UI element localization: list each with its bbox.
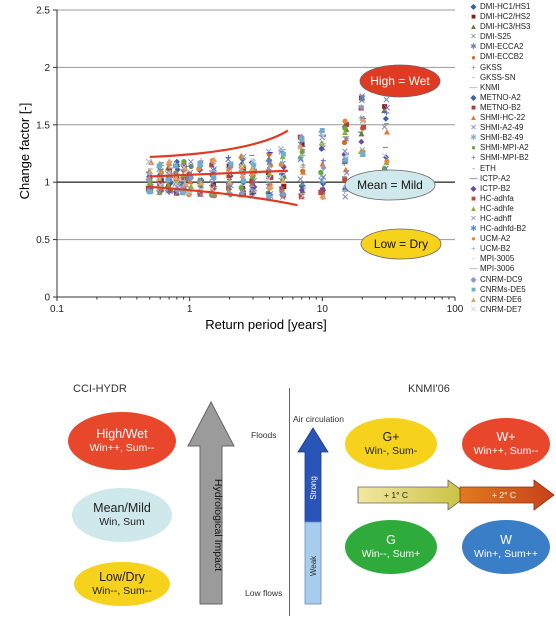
air-circulation-arrow	[296, 426, 330, 606]
data-point	[165, 178, 170, 183]
data-point	[319, 190, 324, 195]
low-flows-label: Low flows	[245, 588, 283, 598]
legend-item	[469, 153, 556, 163]
legend-label: DMI-HC2/HS2	[480, 12, 531, 22]
legend-label: DMI-HC1/HS1	[480, 2, 531, 11]
temperature-arrow	[356, 478, 556, 512]
data-point	[241, 178, 246, 183]
y-tick-label-2: 1	[44, 177, 50, 189]
y-tick-label-5: 2.5	[36, 5, 50, 17]
data-point	[361, 125, 366, 130]
data-point	[166, 158, 172, 164]
data-point	[197, 162, 202, 167]
legend-marker-icon: ✕	[470, 214, 477, 224]
legend-marker-icon: ▲	[469, 22, 478, 32]
axes	[36, 6, 464, 316]
mean-mild-title: Mean/Mild	[93, 501, 151, 515]
legend-marker-icon: +	[471, 153, 476, 163]
band-label-1: Mean = Mild	[357, 178, 423, 192]
air-circulation-label: Air circulation	[293, 414, 345, 424]
legend-item	[469, 204, 556, 214]
legend-label: HC-adhfa	[480, 193, 514, 203]
legend-item	[469, 285, 556, 295]
legend-item	[469, 254, 556, 264]
band-labels	[345, 65, 441, 259]
data-point	[181, 159, 186, 164]
legend-label: SHMI-HC-22	[480, 113, 526, 123]
y-tick-label-1: 0.5	[36, 235, 50, 247]
y-tick-label-4: 2	[44, 62, 50, 74]
legend-item	[469, 214, 556, 224]
legend-marker-icon: ◆	[470, 183, 477, 193]
low-dry-title: Low/Dry	[99, 570, 145, 584]
legend-label: ICTP-A2	[480, 173, 511, 183]
strong-label: Strong	[309, 476, 318, 500]
legend-item	[469, 244, 556, 254]
legend-item	[469, 123, 556, 133]
data-point	[300, 149, 305, 154]
legend-label: ETH	[480, 163, 496, 173]
legend-item	[469, 174, 556, 184]
section-divider	[289, 388, 290, 616]
legend-label: CNRM-DC9	[480, 274, 523, 284]
legend-marker-icon: ◆	[470, 92, 477, 102]
legend-item	[469, 264, 556, 274]
w-plus-title: W+	[496, 430, 516, 444]
legend-marker-icon: ■	[471, 12, 476, 22]
legend-marker-icon: ✕	[470, 123, 477, 133]
temp-label-1: + 1° C	[384, 490, 408, 500]
w-sub: Win+, Sum++	[474, 548, 538, 560]
legend-item	[469, 113, 556, 123]
data-point	[384, 159, 389, 164]
legend-item	[469, 143, 556, 153]
data-point	[343, 157, 348, 162]
legend-marker-icon: ●	[471, 234, 476, 244]
hydrological-impact-arrow	[186, 400, 236, 606]
y-tick-label-0: 0	[44, 292, 50, 304]
lower-envelope-line	[150, 187, 298, 205]
band-label-2: Low = Dry	[373, 237, 429, 251]
high-wet-sub: Win++, Sum--	[89, 442, 155, 454]
legend-item	[469, 93, 556, 103]
legend-label: DMI-HC3/HS3	[480, 22, 531, 32]
legend-marker-icon: ▲	[469, 113, 478, 123]
legend-item	[469, 2, 556, 12]
legend-label: ICTP-B2	[480, 183, 511, 193]
legend-label: SHMI-MPI-B2	[480, 153, 529, 163]
legend-marker-icon: +	[471, 62, 476, 72]
data-point	[384, 129, 390, 135]
legend-label: HC-adhfe	[480, 203, 514, 213]
legend-label: SHMI-A2-49	[480, 123, 524, 133]
legend-item	[469, 275, 556, 285]
legend-label: MPI-3005	[480, 254, 515, 264]
legend-marker-icon: ✱	[470, 133, 477, 143]
data-point	[181, 190, 186, 195]
legend-marker-icon: ✕	[470, 304, 477, 314]
legend-marker-icon: ◆	[470, 2, 477, 12]
legend-label: UCM-B2	[480, 244, 511, 254]
high-wet-title: High/Wet	[96, 427, 148, 441]
legend-marker-icon: ■	[471, 102, 476, 112]
legend-item	[469, 224, 556, 234]
data-point	[360, 152, 365, 157]
mean-mild-sub: Win, Sum	[99, 516, 145, 528]
legend-label: SHMI-MPI-A2	[480, 143, 529, 153]
legend-item	[469, 295, 556, 305]
chart-legend	[469, 2, 556, 315]
legend-label: HC-adhfd-B2	[480, 224, 527, 234]
x-tick-label-2: 10	[316, 304, 328, 315]
legend-label: DMI-ECCA2	[480, 42, 524, 52]
legend-label: UCM-A2	[480, 234, 511, 244]
data-point	[266, 194, 271, 199]
legend-label: METNO-B2	[480, 102, 521, 112]
w-title: W	[500, 533, 512, 547]
legend-marker-icon: +	[471, 244, 476, 254]
legend-marker-icon: ▲	[469, 203, 478, 213]
legend-label: CNRM-DE6	[480, 294, 522, 304]
legend-item	[469, 234, 556, 244]
data-point	[147, 189, 152, 194]
legend-marker-icon: —	[469, 264, 478, 274]
legend-item	[469, 305, 556, 315]
change-factor-chart	[0, 0, 470, 345]
legend-marker-icon: ▲	[469, 294, 478, 304]
legend-marker-icon: ✕	[470, 32, 477, 42]
floods-label: Floods	[251, 430, 277, 440]
data-point	[157, 163, 162, 168]
weak-label: Weak	[309, 555, 318, 577]
data-point	[228, 162, 233, 167]
legend-item	[469, 63, 556, 73]
legend-marker-icon: ■	[471, 284, 476, 294]
data-point	[300, 137, 305, 142]
data-point	[281, 152, 286, 157]
g-plus-title: G+	[382, 430, 400, 444]
legend-item	[469, 164, 556, 174]
g-sub: Win--, Sum+	[361, 548, 421, 560]
knmi06-title: KNMI'06	[408, 383, 450, 395]
legend-label: CNRMs-DE5	[480, 284, 526, 294]
mean-mild-ellipse	[72, 488, 172, 542]
legend-item	[469, 32, 556, 42]
legend-item	[469, 73, 556, 83]
data-point	[320, 128, 325, 133]
legend-item	[469, 42, 556, 52]
high-wet-ellipse	[68, 412, 176, 470]
low-dry-ellipse	[74, 562, 170, 606]
legend-item	[469, 194, 556, 204]
g-ellipse	[345, 520, 437, 574]
legend-item	[469, 133, 556, 143]
legend-marker-icon: -	[472, 163, 475, 173]
legend-label: DMI-S25	[480, 32, 512, 42]
legend-marker-icon: ◆	[470, 274, 477, 284]
legend-marker-icon: ●	[471, 52, 476, 62]
w-plus-sub: Win++, Sum--	[473, 445, 539, 457]
legend-item	[469, 103, 556, 113]
x-tick-label-1: 1	[186, 304, 193, 315]
data-point	[279, 162, 284, 167]
legend-item	[469, 12, 556, 22]
legend-marker-icon: ✱	[470, 224, 477, 234]
legend-label: GKSS-SN	[480, 72, 516, 82]
low-dry-sub: Win--, Sum--	[92, 585, 152, 597]
legend-item	[469, 22, 556, 32]
y-tick-label-3: 1.5	[36, 120, 50, 132]
x-tick-label-0: 0.1	[50, 304, 64, 315]
legend-marker-icon: ✱	[470, 42, 477, 52]
legend-label: CNRM-DE7	[480, 304, 522, 314]
w-plus-ellipse	[462, 418, 550, 470]
data-point	[173, 163, 178, 168]
data-point	[342, 118, 347, 123]
legend-item	[469, 83, 556, 93]
legend-item	[469, 184, 556, 194]
legend-label: METNO-A2	[480, 92, 521, 102]
hydrological-impact-label: Hydrological Impact	[212, 478, 224, 572]
legend-label: KNMI	[480, 82, 500, 92]
legend-marker-icon: -	[472, 254, 475, 264]
data-point	[358, 139, 364, 145]
g-plus-ellipse	[345, 418, 437, 470]
legend-label: GKSS	[480, 62, 502, 72]
legend-item	[469, 52, 556, 62]
legend-marker-icon: —	[469, 173, 478, 183]
legend-marker-icon: -	[472, 72, 475, 82]
legend-label: MPI-3006	[480, 264, 515, 274]
scenario-diagram	[0, 370, 556, 625]
g-title: G	[386, 533, 396, 547]
x-tick-label-3: 100	[446, 304, 464, 315]
data-point	[319, 140, 325, 146]
g-plus-sub: Win-, Sum-	[364, 445, 418, 457]
y-axis-label: Change factor [-]	[17, 102, 32, 200]
legend-marker-icon: ●	[471, 143, 476, 153]
data-point	[383, 116, 389, 122]
legend-label: HC-adhff	[480, 213, 512, 223]
cci-hydr-title: CCI-HYDR	[73, 383, 127, 395]
temp-label-2: + 2° C	[492, 490, 516, 500]
legend-marker-icon: —	[469, 82, 478, 92]
legend-label: DMI-ECCB2	[480, 52, 524, 62]
legend-marker-icon: ■	[471, 193, 476, 203]
data-point	[318, 170, 323, 175]
band-label-0: High = Wet	[370, 74, 430, 88]
x-axis-label: Return period [years]	[205, 317, 327, 332]
data-point	[319, 161, 325, 167]
legend-label: SHMI-B2-49	[480, 133, 524, 143]
w-ellipse	[462, 520, 550, 574]
